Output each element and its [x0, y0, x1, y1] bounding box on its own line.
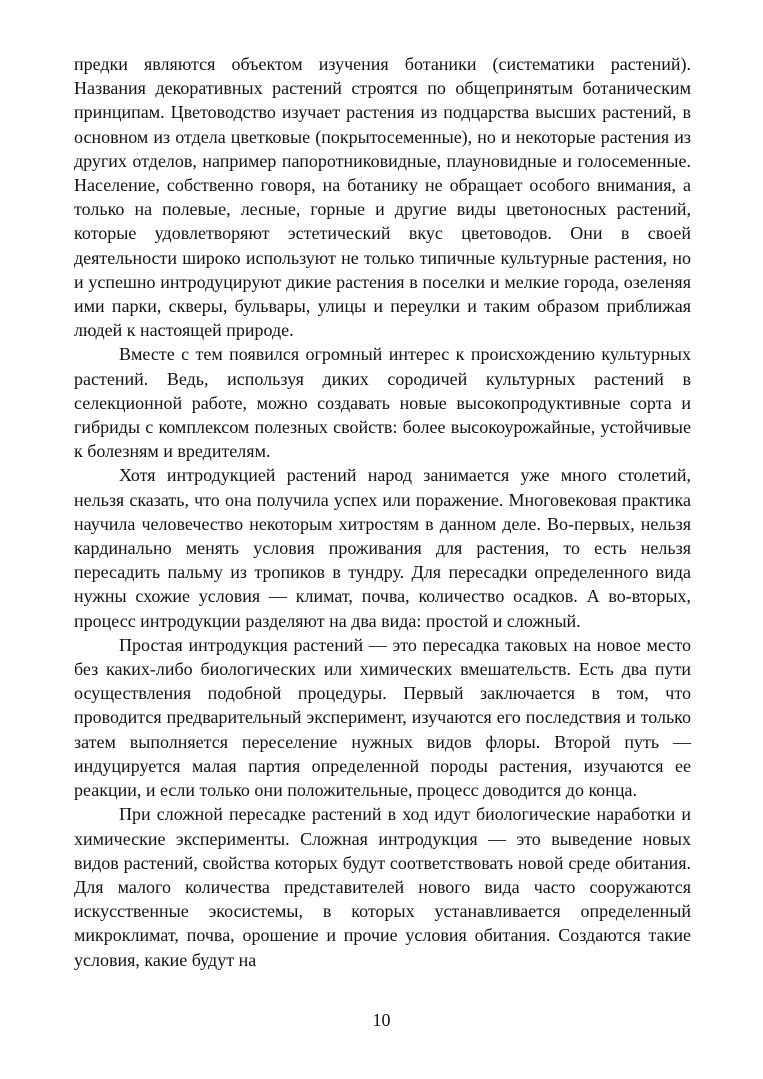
paragraph-1: предки являются объектом изучения ботаники (систематики растений). Названия декоративных растений строятся по общепринятым ботаническим принципам. Цветоводство изучает растения из подцарства высших растений, в основном из отдела цветковые (покрытосеменные), но и некоторые растения из других отделов, например папоротниковидные, плауновидные и голосеменные. Население, собственно говоря, на ботанику не обращает особого внимания, а только на полевые, лесные, горные и другие виды цветоносных растений, которые удовлетворяют эстетический вкус цветоводов. Они в своей деятельности широко используют не только типичные культурные растения, но и успешно интродуцируют дикие растения в поселки и мелкие города, озеленяя ими парки, скверы, бульвары, улицы и переулки и таким образом приближая людей к настоящей природе. — [74, 54, 691, 341]
page-number: 10 — [372, 1010, 391, 1030]
page-body — [74, 52, 691, 972]
paragraph-3: Хотя интродукцией растений народ занимается уже много столетий, нельзя сказать, что она получила успех или поражение. Многовековая практика научила человечество некоторым хитростям в данном деле. Во-первых, нельзя кардинально менять условия проживания для растения, то есть нельзя пересадить пальму из тропиков в тундру. Для пересадки определенного вида нужны схожие условия — климат, почва, количество осадков. А во-вторых, процесс интродукции разделяют на два вида: простой и сложный. — [74, 465, 691, 631]
paragraph-2: Вместе с тем появился огромный интерес к происхождению культурных растений. Ведь, используя диких сородичей культурных растений в селекционной работе, можно создавать новые высокопродуктивные сорта и гибриды с комплексом полезных свойств: более высокоурожайные, устойчивые к болезням и вредителям. — [74, 344, 691, 462]
paragraph-4: Простая интродукция растений — это пересадка таковых на новое место без каких-либо биологических или химических вмешательств. Есть два пути осуществления подобной процедуры. Первый заключается в том, что проводится предварительный эксперимент, изучаются его последствия и только затем выполняется переселение нужных видов флоры. Второй путь — индуцируется малая партия определенной породы растения, изучаются ее реакции, и если только они положительные, процесс доводится до конца. — [74, 634, 691, 801]
paragraph-5: При сложной пересадке растений в ход идут биологические наработки и химические эксперименты. Сложная интродукция — это выведение новых видов растений, свойства которых будут соответствовать новой среде обитания. Для малого количества представителей нового вида часто сооружаются искусственные экосистемы, в которых устанавливается определенный микроклимат, почва, орошение и прочие условия обитания. Создаются такие условия, какие будут на — [74, 804, 691, 970]
